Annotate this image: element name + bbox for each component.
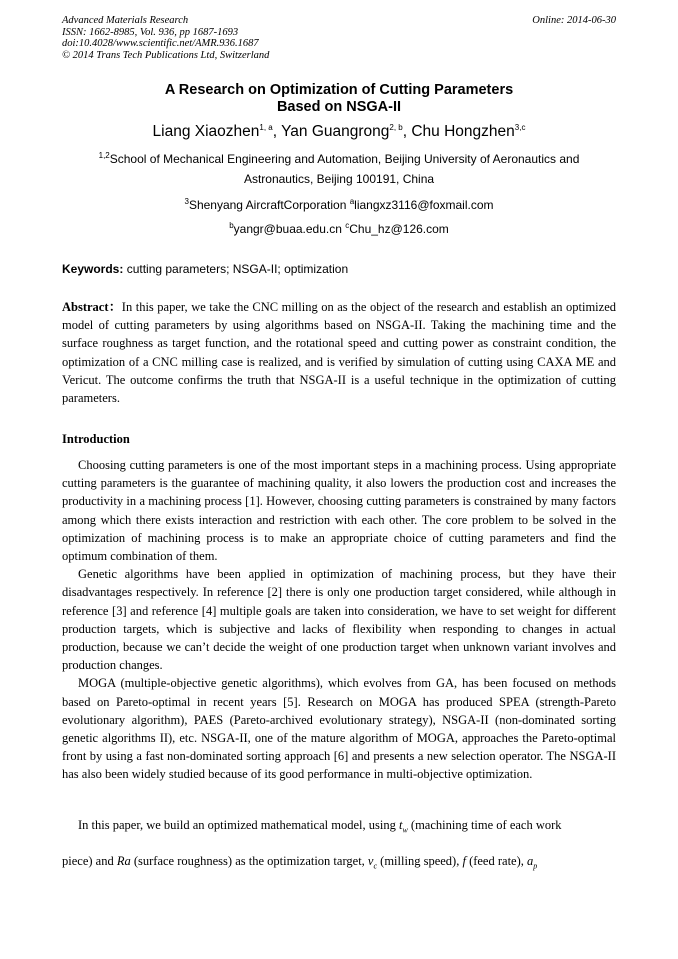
text-run: In this paper, we build an optimized mathematical model, using [78,818,399,832]
paragraph-line [62,854,616,869]
doi: doi:10.4028/www.scientific.net/AMR.936.1687 [62,38,259,49]
affiliation-text: Shenyang AircraftCorporation [188,198,350,212]
affiliation-2 [62,195,616,215]
abstract-text: In this paper, we take the CNC milling on as the object of the research and establish an optimized model of cutting parameters by using algorithms based on NSGA-II. Taking the machining time and the surface roughness as target function, and the rotational speed and cutting power as constraint condition, the optimization of a CNC milling case is realized, and is verified by simulation of cutting using CAXA ME and Vericut. The outcome confirms the truth that NSGA-II is a useful technique in the optimization of cutting parameters. [62,300,616,406]
math-symbol: a [527,854,534,868]
author-name: Liang Xiaozhen [152,123,260,140]
affiliation-text: School of Mechanical Engineering and Automation, Beijing University of Aeronautics and [109,152,580,166]
text-run: piece) and [62,854,117,868]
title-line-1: A Research on Optimization of Cutting Parameters [164,82,514,98]
author-list [62,122,616,142]
section-heading-introduction: Introduction [62,432,130,446]
keywords [62,262,616,276]
keywords-text: cutting parameters; NSGA-II; optimization [123,262,349,276]
paper-title [62,82,616,116]
math-symbol: t [398,818,403,832]
author-sup: 1, a [259,122,273,132]
email-sup: b [229,221,234,230]
copyright: © 2014 Trans Tech Publications Ltd, Switzerland [62,49,270,61]
affiliation-1 [62,149,616,189]
affiliation-sup: 3 [184,197,189,206]
keywords-label: Keywords: [62,262,124,276]
text-run: (feed rate), [465,854,528,868]
introduction-body [62,456,616,784]
abstract [62,298,616,407]
affiliation-sup: 1,2 [98,151,110,160]
text-run: (machining time of each work [407,818,562,832]
paragraph: MOGA (multiple-objective genetic algorithms), which evolves from GA, has been focused on methods based on Pareto-optimal in recent years [5]. Research on MOGA has produced SPEA (strength-Pareto evolutionary algorithm), PAES (Pareto-archived evolutionary strategy), NSGA-II (non-dominated sorting genetic algorithms II), etc. NSGA-II, one of the mature algorithm of MOGA, approaches the Pareto-optimal front by using a fast non-dominated sorting approach [6] and presents a new selection operator. The NSGA-II has also been widely studied because of its good performance in multi-objective optimization. [62,676,616,782]
email-c: Chu_hz@126.com [349,222,449,236]
math-subscript: w [402,825,408,835]
issn: ISSN: 1662-8985, Vol. 936, pp 1687-1693 [62,26,239,38]
math-symbol: Ra [116,854,131,868]
abstract-label: Abstract： [62,300,122,314]
journal-name: Advanced Materials Research [62,15,189,26]
math-subscript: p [533,861,538,871]
paragraph: Genetic algorithms have been applied in optimization of machining process, but they have their disadvantages respectively. In reference [2] there is only one production target considered, while although in reference [3] and reference [4] multiple goals are taken into consideration, we have to set weight for different production targets, which is subjective and lacks of flexibility when responding to changes in actual production, because we can’t decide the weight of one production target when unknown variant involves and production changes. [62,567,616,673]
math-symbol: v [367,854,374,868]
email-b: yangr@buaa.edu.cn [233,222,346,236]
email-sup: a [349,197,355,206]
math-symbol: f [462,854,466,868]
author-name: Yan Guangrong [281,123,390,140]
online-date: Online: 2014-06-30 [532,15,616,26]
author-sep: , [272,123,282,140]
title-line-2: Based on NSGA-II [276,99,402,115]
text-run: (milling speed), [377,854,463,868]
math-subscript: c [373,861,378,871]
journal-header [62,15,616,61]
author-sup: 2, b [389,122,403,132]
affiliation-text: Astronautics, Beijing 100191, China [243,172,435,186]
author-sup: 3,c [514,122,526,132]
email-a: liangxz3116@foxmail.com [354,198,494,212]
paragraph-line [62,818,616,833]
emails [62,219,616,239]
author-sep: , [402,123,412,140]
paragraph: Choosing cutting parameters is one of the most important steps in a machining process. Using appropriate cutting parameters is the guarantee of machining quality, it also lowers the production cost and increases the productivity in a machining process [1]. However, choosing cutting parameters is constrained by many factors among which there exists interaction and restriction with each other. The core problem to be solved in the optimization of machining process is to make an appropriate choice of cutting parameters and find the optimum combination of them. [62,458,616,564]
author-name: Chu Hongzhen [411,123,515,140]
email-sup: c [345,221,350,230]
text-run: (surface roughness) as the optimization target, [130,854,368,868]
